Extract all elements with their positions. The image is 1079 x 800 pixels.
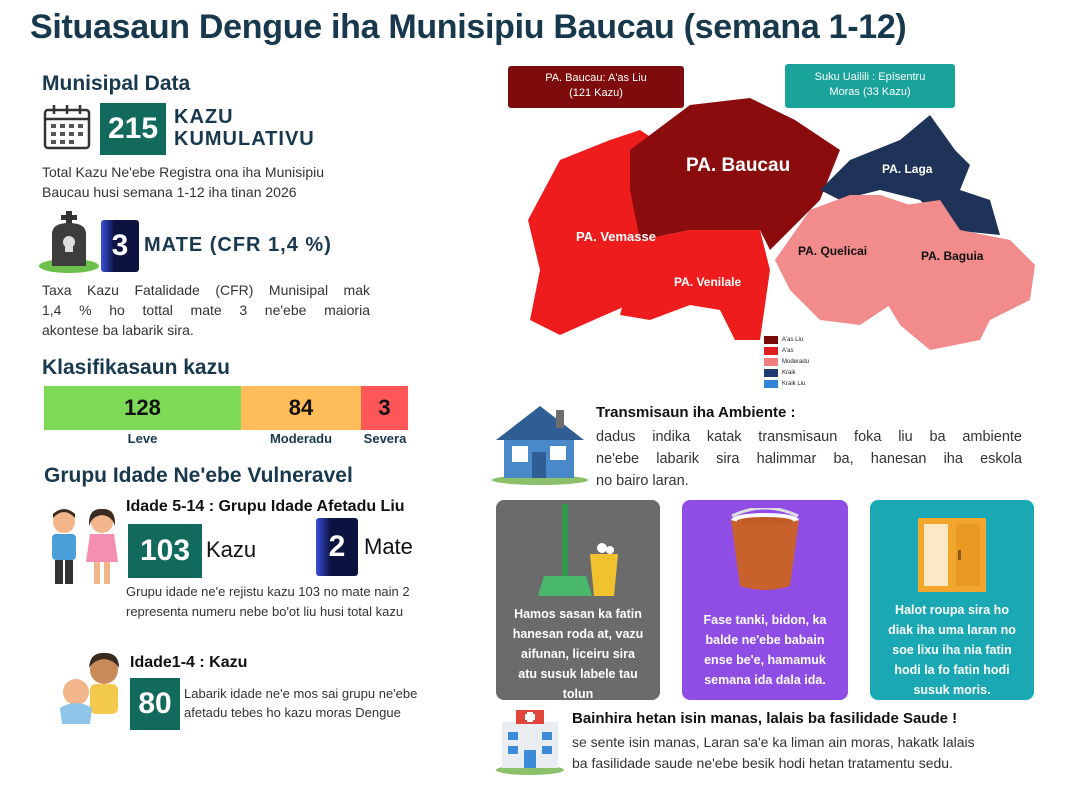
card-clean-containers [496,500,660,700]
card-text-line: hanesan roda at, vazu [512,627,644,641]
severa-label: Severa [363,431,407,446]
transmission-line: ne'ebe labarik sira halimmar ba, hanesan iha eskola [596,451,1022,467]
deaths-label: MATE (CFR 1,4 %) [144,234,332,256]
legend-label: Kraik Liu [782,380,806,387]
label-pa-baguia: PA. Baguia [921,249,984,263]
age-group-1-desc-line: representa numeru nebe bo'ot liu husi total kazu [126,604,404,619]
card-text-line: Hamos sasan ka fatin [514,607,642,621]
health-heading: Bainhira hetan isin manas, lalais ba fasilidade Saude ! [572,710,958,727]
card-text-line: soe lixu iha nia fatin [892,643,1012,657]
transmission-text [596,426,1022,492]
moderadu-segment: 84 [241,386,361,430]
callout-line: Moras (33 Kazu) [829,86,911,98]
card-text-line: diak iha uma laran no [888,623,1016,637]
age-group-2-desc-line: afetadu tebes ho kazu moras Dengue [184,705,401,720]
municipal-heading: Munisipal Data [42,72,191,95]
card-text-line: semana ida dala ida. [704,673,826,687]
deaths-description [42,280,370,340]
hospital-icon [494,706,566,776]
legend-swatch [764,369,778,377]
card-store-clothes [870,500,1034,700]
age-group-1-deaths-label: Mate [364,534,413,559]
age-group-1-description [126,582,456,622]
age-group-1-cases-label: Kazu [206,537,257,562]
deaths-desc-line: 1,4 % ho tottal mate 3 ne'ebe maioria [42,302,370,318]
card-text-line: susuk moris. [913,683,991,697]
legend-item [764,345,809,356]
card-text-line: atu susuk labele tau [518,667,638,681]
card-text-line: Halot roupa sira ho [895,603,1009,617]
legend-label: Moderadu [782,358,810,365]
legend-swatch [764,380,778,388]
transmission-line: dadus indika katak transmisaun foka liu ba ambiente [596,429,1022,445]
legend-item [764,334,809,345]
age-group-1-cases-value: 103 [128,524,202,578]
legend-item [764,356,809,367]
age-group-2-desc-line: Labarik idade ne'e mos sai grupu ne'ebe [184,686,418,701]
broom-bucket-icon [536,504,620,600]
label-pa-baucau: PA. Baucau [686,155,791,176]
legend-item [764,378,809,389]
callout-line: PA. Baucau: A'as Liu [545,72,647,84]
legend-label: A'as [782,347,794,354]
transmission-line: no bairo laran. [596,473,689,489]
label-pa-quelicai: PA. Quelicai [798,244,868,258]
baucau-callout [508,66,684,108]
children-icon [44,506,124,592]
severa-segment: 3 [361,386,408,430]
legend-label: A'as Liu [782,336,804,343]
cases-desc-line: Total Kazu Ne'ebe Registra ona iha Munisipiu [42,164,325,180]
classification-heading: Klasifikasaun kazu [42,356,230,379]
legend-swatch [764,347,778,355]
callout-line: Suku Uailili : Epísentru [814,71,926,83]
health-text-line: ba fasilidade saude ne'ebe besik hodi hetan tratamentu sedu. [572,755,953,771]
wardrobe-icon [912,514,992,594]
cumulative-cases-value: 215 [100,103,166,155]
age-groups-heading: Grupu Idade Ne'ebe Vulneravel [44,464,353,487]
age-group-2-value: 80 [130,678,180,730]
age-group-1-title: Idade 5-14 : Grupu Idade Afetadu Liu [126,498,405,515]
bucket-icon [726,508,804,592]
deaths-desc-line: Taxa Kazu Fatalidade (CFR) Munisipal mak [42,282,370,298]
house-icon [490,398,590,486]
calendar-icon [42,102,92,152]
cumulative-cases-label [174,106,315,150]
toddler-icon [54,650,130,730]
legend-swatch [764,358,778,366]
deaths-value: 3 [101,220,139,272]
moderadu-label: Moderadu [269,431,333,446]
health-text [572,732,1042,774]
card-text-line: Fase tanki, bidon, ka [703,613,827,627]
callout-line: (121 Kazu) [569,87,623,99]
page-title: Situasaun Dengue iha Munisipiu Baucau (semana 1-12) [30,8,907,46]
age-group-1-desc-line: Grupu idade ne'e rejistu kazu 103 no mate nain 2 [126,584,410,599]
card-text-line: tolun [562,687,594,701]
label-pa-vemasse: PA. Vemasse [576,229,656,244]
cases-label-line2: KUMULATIVU [174,128,315,150]
uailili-callout [785,64,955,108]
card-text-line: hodi la fo fatin hodi [894,663,1010,677]
label-pa-venilale: PA. Venilale [674,275,742,289]
deaths-desc-line: akontese ba labarik sira. [42,322,194,338]
age-group-1-deaths-value: 2 [316,518,358,576]
label-pa-laga: PA. Laga [882,162,933,176]
health-text-line: se sente isin manas, Laran sa'e ka liman ain moras, hakatk lalais [572,734,975,750]
tombstone-icon [38,208,100,274]
cases-desc-line: Baucau husi semana 1-12 iha tinan 2026 [42,184,297,200]
card-text-line: aifunan, liceiru sira [521,647,635,661]
map-legend [764,334,809,389]
leve-label: Leve [127,431,158,446]
age-group-2-description [184,684,464,722]
card-text-line: balde ne'ebe babain [705,633,825,647]
legend-item [764,367,809,378]
legend-swatch [764,336,778,344]
transmission-heading: Transmisaun iha Ambiente : [596,404,796,421]
cases-label-line1: KAZU [174,106,234,128]
card-wash-containers [682,500,848,700]
card-text-line: ense be'e, hamamuk [704,653,826,667]
age-group-2-title: Idade1-4 : Kazu [130,654,248,671]
classification-bar [44,386,408,430]
cases-description [42,162,382,202]
leve-segment: 128 [44,386,241,430]
legend-label: Kraik [782,369,796,376]
